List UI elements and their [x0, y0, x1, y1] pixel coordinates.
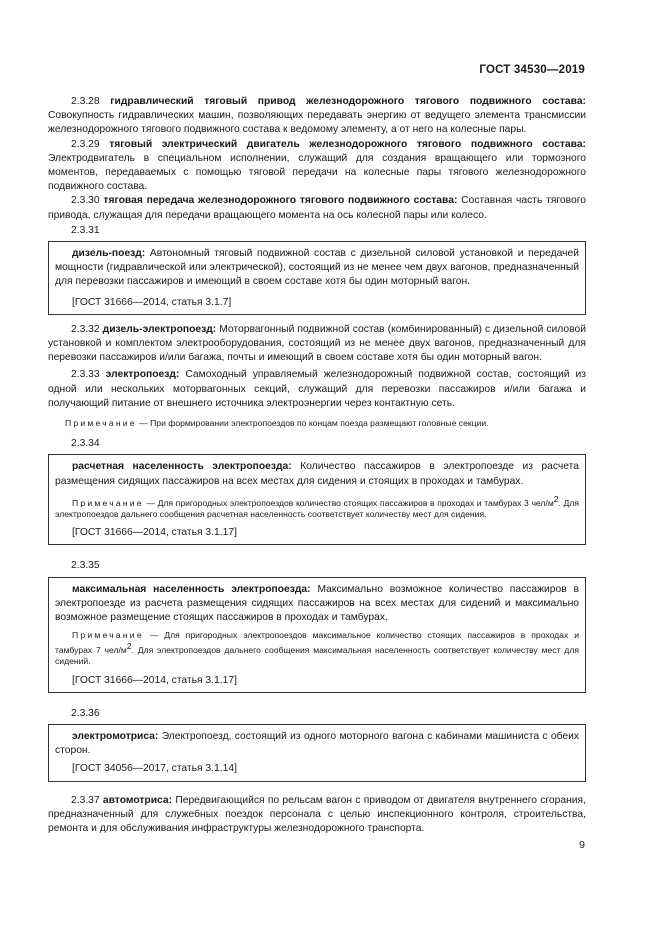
source-reference: [ГОСТ 34056—2017, статья 3.1.14]: [72, 763, 237, 775]
note-label: Примечание: [72, 497, 144, 508]
note-superscript: 2: [126, 641, 132, 652]
definition: Автономный тяговый подвижной состав с дизельной силовой установкой и передачей мощности (гидравлической или электрической), состоящий из не менее чем двух вагонов, предназначенный для перевозки пассажиров и имеющий в своем составе хотя бы один моторный вагон.: [55, 248, 579, 288]
term: гидравлический тяговый привод железнодорожного тягового подвижного состава:: [110, 96, 586, 107]
note-superscript: 2: [553, 493, 559, 504]
definition: Совокупность гидравлических машин, позволяющих передавать энергию от ведущего элемента трансмиссии железнодорожного тягового подвижного состава к ведомому элементу, а от него на колесные пары.: [48, 110, 586, 136]
entry-number: 2.3.37: [71, 794, 100, 806]
entry-2-3-29: [48, 138, 586, 195]
definition: Максимально возможное количество пассажиров в электропоезде из расчета размещения сидящих пассажиров на всех местах для сидений и максимально возможное размещение стоящих пассажиров в проходах и тамбурах.: [55, 583, 579, 623]
term: максимальная населенность электропоезда:: [72, 583, 311, 595]
term: дизель-поезд:: [72, 248, 146, 260]
entry-number: 2.3.36: [71, 707, 100, 719]
entry-number: 2.3.31: [71, 224, 100, 236]
entry-number: 2.3.28: [71, 96, 100, 107]
note: [55, 494, 579, 520]
definition: Электропоезд, состоящий из одного моторного вагона с кабинами машиниста с обеих сторон.: [55, 731, 579, 757]
note-text-cont: . Для электропоездов дальнего сообщения расчетная населенность соответствует количеству мест для сидения.: [55, 497, 580, 519]
document-body: [48, 95, 586, 836]
quoted-definition-box: [48, 241, 586, 315]
entry-2-3-28: [48, 95, 586, 138]
definition: Электродвигатель в специальном исполнении, служащий для создания вращающего или тормозного моментов, передаваемых с помощью тяговой передачи на колесные пары тягового железнодорожного подвижного состава.: [48, 152, 586, 193]
term: электропоезд:: [105, 369, 180, 381]
entry-number: 2.3.29: [71, 138, 100, 150]
entry-2-3-33: [48, 368, 586, 411]
term: расчетная населенность электропоезда:: [72, 461, 292, 473]
entry-number: 2.3.35: [71, 560, 100, 572]
note: [48, 418, 586, 429]
term: тяговый электрический двигатель железнодорожного тягового подвижного состава:: [109, 138, 586, 150]
definition: Количество пассажиров в электропоезде из расчета размещения сидящих пассажиров на всех местах для сидения и стоящих в проходах и тамбурах.: [55, 461, 579, 487]
quoted-definition-box: [48, 577, 586, 693]
term: электромотриса:: [72, 731, 159, 743]
document-header: ГОСТ 34530—2019: [479, 64, 585, 76]
entry-2-3-30: [48, 194, 586, 222]
source-reference: [ГОСТ 31666—2014, статья 3.1.17]: [72, 527, 237, 539]
entry-number: 2.3.33: [71, 369, 100, 381]
note-label: Примечание: [65, 418, 137, 429]
term: дизель-электропоезд:: [102, 323, 217, 335]
source-reference: [ГОСТ 31666—2014, статья 3.1.7]: [72, 296, 232, 308]
note-label: Примечание: [72, 630, 144, 641]
entry-number: 2.3.34: [71, 438, 100, 450]
quoted-definition-box: [48, 454, 586, 545]
note: [55, 630, 579, 667]
definition: Передвигающийся по рельсам вагон с приводом от двигателя внутреннего сгорания, предназначенный для служебных поездок персонала с целью инспекционного контроля, строительства, ремонта и для обслуживания инфраструктуры железнодорожного транспорта.: [48, 794, 586, 835]
quoted-definition-box: [48, 724, 586, 782]
entry-2-3-32: [48, 323, 586, 366]
definition: Составная часть тягового привода, служащая для передачи вращающего момента на ось колесной пары или колесо.: [48, 195, 586, 221]
note-text: — Для пригородных электропоездов количество стоящих пассажиров в проходах и тамбурах 3 чел/м: [146, 497, 554, 508]
term: автомотриса:: [102, 794, 173, 806]
note-text-cont: . Для электропоездов дальнего сообщения максимальная населенность соответствует количеству мест для сидений.: [55, 645, 579, 667]
note-text: — При формировании электропоездов по концам поезда размещают головные секции.: [139, 418, 489, 429]
entry-number: 2.3.32: [71, 323, 100, 335]
entry-number: 2.3.30: [71, 195, 100, 207]
entry-2-3-37: [48, 794, 586, 837]
source-reference: [ГОСТ 31666—2014, статья 3.1.17]: [72, 674, 237, 686]
page-number: 9: [579, 839, 585, 851]
definition: Моторвагонный подвижной состав (комбинированный) с дизельной силовой установкой и комплектом электрооборудования, состоящий из не менее двух вагонов, предназначенный для перевозки пассажиров и/или багажа, почты и имеющий в своем составе хотя бы один моторный вагон.: [48, 323, 586, 364]
definition: Самоходный управляемый железнодорожный подвижной состав, состоящий из одной или нескольких моторвагонных секций, служащий для перевозки пассажиров и/или багажа и получающий питание от внешнего источника электроэнергии через контактную сеть.: [48, 369, 586, 409]
term: тяговая передача железнодорожного тягового подвижного состава:: [103, 195, 458, 207]
note-text: — Для пригородных электропоездов максимальное количество стоящих пассажиров в проходах и тамбурах 7 чел/м: [55, 630, 579, 656]
